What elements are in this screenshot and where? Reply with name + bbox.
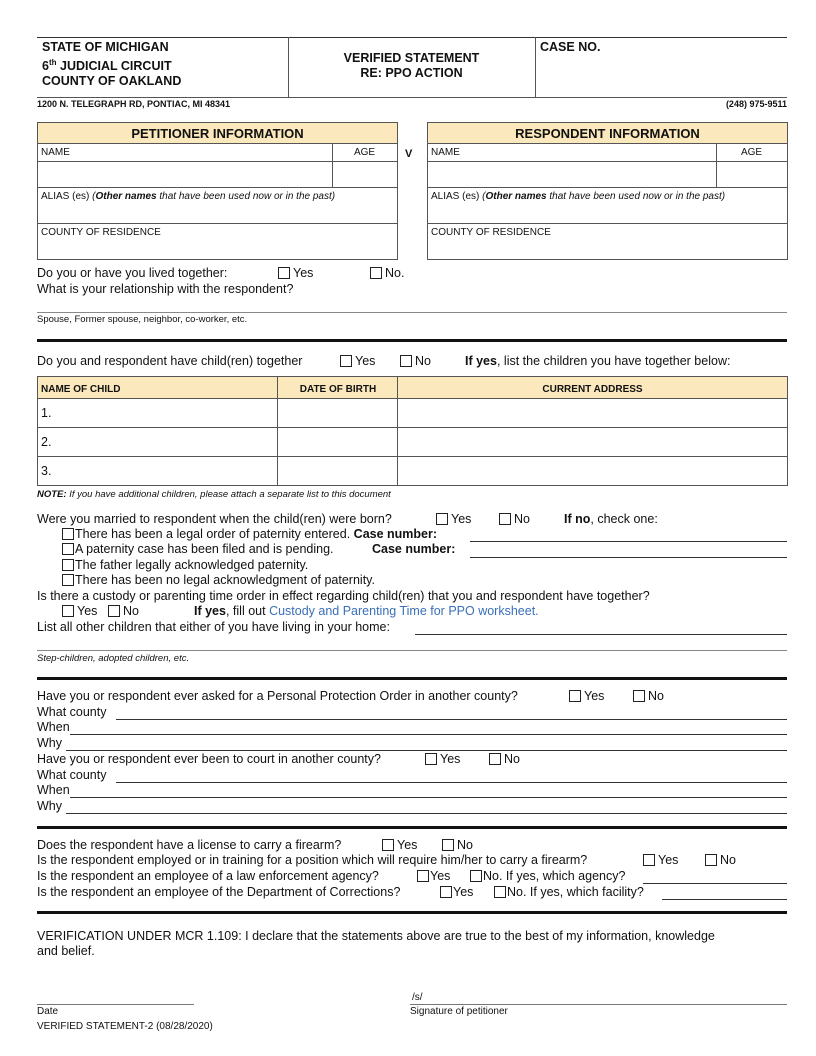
checkbox-icon	[62, 605, 74, 617]
custody-yes-checkbox[interactable]	[62, 604, 97, 618]
checkbox-icon	[643, 854, 655, 866]
checkbox-icon	[436, 513, 448, 525]
checkbox-icon	[417, 870, 429, 882]
circuit-num: 6	[42, 59, 49, 74]
circuit-suffix: th	[48, 58, 57, 67]
children-instruction	[465, 354, 730, 368]
verification-text-2: and belief.	[37, 944, 95, 958]
circuit-label: JUDICIAL CIRCUIT	[60, 59, 172, 74]
divider	[332, 144, 333, 187]
petitioner-name-field[interactable]	[40, 163, 330, 186]
custody-worksheet-link[interactable]: Custody and Parenting Time for PPO worksheet	[269, 604, 536, 618]
title: VERIFIED STATEMENT	[343, 51, 480, 65]
firearm-employment-no-checkbox[interactable]	[705, 853, 736, 867]
alias-text: ALIAS (es)	[431, 191, 480, 202]
paternity-option-3[interactable]	[62, 558, 308, 572]
if-no: If no	[564, 512, 591, 526]
paternity-option-1[interactable]	[62, 527, 437, 541]
respondent-name-field[interactable]	[430, 163, 714, 186]
note-text: If you have additional children, please attach a separate list to this document	[69, 489, 391, 500]
married-yes-checkbox[interactable]	[436, 512, 471, 526]
checkbox-icon	[440, 886, 452, 898]
case-number-field-1[interactable]	[470, 541, 787, 542]
other-children-field[interactable]	[415, 634, 787, 635]
court-why-field[interactable]	[66, 813, 787, 814]
children-question: Do you and respondent have child(ren) together	[37, 354, 303, 368]
name-label: NAME	[41, 147, 70, 158]
children-note	[37, 489, 391, 500]
custody-instruction	[194, 604, 539, 618]
petitioner-county-field[interactable]	[40, 239, 395, 257]
yes-label: Yes	[77, 604, 98, 618]
section-divider	[37, 911, 787, 914]
checkbox-icon	[62, 559, 74, 571]
row-number: 2.	[41, 435, 52, 449]
header-top-rule	[37, 37, 787, 38]
custody-no-checkbox[interactable]	[108, 604, 139, 618]
yes-label: Yes	[658, 853, 679, 867]
signature-label: Signature of petitioner	[410, 1006, 508, 1017]
other-children-hint: Step-children, adopted children, etc.	[37, 653, 190, 664]
option-label: There has been no legal acknowledgment of paternity.	[75, 573, 375, 587]
age-label: AGE	[353, 147, 376, 158]
when-label: When	[37, 720, 70, 734]
no-followup-label: No. If yes, which facility?	[507, 885, 644, 899]
checkbox-icon	[340, 355, 352, 367]
date-label: Date	[37, 1006, 59, 1017]
respondent-title: RESPONDENT INFORMATION	[428, 123, 787, 144]
divider	[716, 144, 717, 187]
checkbox-icon	[489, 753, 501, 765]
other-children-question: List all other children that either of you have living in your home:	[37, 620, 390, 634]
no-label: No	[648, 689, 664, 703]
note-label: NOTE:	[37, 489, 67, 500]
section-divider	[37, 826, 787, 829]
what-county-label: What county	[37, 768, 107, 782]
yes-label: Yes	[453, 885, 474, 899]
ppo-no-checkbox[interactable]	[633, 689, 664, 703]
row-number: 1.	[41, 406, 52, 420]
yes-label: Yes	[451, 512, 472, 526]
option-label: There has been a legal order of paternity entered.	[75, 527, 351, 541]
signature-field[interactable]	[410, 1004, 787, 1005]
checkbox-icon	[278, 267, 290, 279]
case-number-label: Case number:	[372, 542, 456, 556]
relationship-field[interactable]	[37, 296, 787, 312]
signature-value[interactable]: /s/	[412, 992, 423, 1003]
firearm-license-no-checkbox[interactable]	[442, 838, 473, 852]
court-phone: (248) 975-9511	[725, 99, 787, 109]
checkbox-icon	[442, 839, 454, 851]
checkbox-icon	[108, 605, 120, 617]
court-no-checkbox[interactable]	[489, 752, 520, 766]
if-yes: If yes	[194, 604, 226, 618]
law-enforcement-question: Is the respondent an employee of a law enforcement agency?	[37, 869, 379, 883]
section-divider	[37, 677, 787, 680]
name-label: NAME	[431, 147, 460, 158]
header-bottom-rule	[37, 97, 787, 98]
paternity-option-4[interactable]	[62, 573, 375, 587]
married-no-checkbox[interactable]	[499, 512, 530, 526]
respondent-box	[427, 122, 788, 260]
column-header: DATE OF BIRTH	[299, 384, 377, 395]
divider	[397, 377, 398, 485]
no-label: No	[720, 853, 736, 867]
petitioner-title: PETITIONER INFORMATION	[38, 123, 397, 144]
agency-field[interactable]	[643, 883, 787, 884]
form-footer: VERIFIED STATEMENT-2 (08/28/2020)	[37, 1021, 213, 1032]
paren: (	[92, 191, 96, 202]
court-yes-checkbox[interactable]	[425, 752, 460, 766]
no-label: No	[457, 838, 473, 852]
lived-together-question: Do you or have you lived together:	[37, 266, 228, 280]
corrections-yes-checkbox[interactable]	[440, 885, 473, 899]
form-title	[288, 51, 535, 81]
paternity-option-2[interactable]	[62, 542, 334, 556]
date-field[interactable]	[37, 1004, 194, 1005]
relationship-question: What is your relationship with the respondent?	[37, 282, 294, 296]
case-number-label: Case number:	[353, 527, 438, 541]
rule	[428, 161, 787, 162]
checkbox-icon	[633, 690, 645, 702]
petitioner-box	[37, 122, 398, 260]
children-table	[37, 376, 788, 486]
corrections-question: Is the respondent an employee of the Department of Corrections?	[37, 885, 401, 899]
checkbox-icon	[62, 574, 74, 586]
checkbox-icon	[705, 854, 717, 866]
lived-yes-checkbox[interactable]	[278, 266, 313, 280]
law-enforcement-yes-checkbox[interactable]	[417, 869, 450, 883]
checkbox-icon	[470, 870, 482, 882]
why-label: Why	[37, 799, 62, 813]
column-header: CURRENT ADDRESS	[542, 384, 643, 395]
divider	[277, 377, 278, 485]
county: COUNTY OF OAKLAND	[42, 74, 182, 89]
respondent-county-field[interactable]	[430, 239, 785, 257]
column-header: NAME OF CHILD	[41, 384, 121, 395]
checkbox-icon	[382, 839, 394, 851]
period: .	[535, 604, 539, 618]
option-label: A paternity case has been filed and is pending.	[75, 542, 334, 556]
respondent-age-field[interactable]	[718, 163, 784, 186]
alias-hint: that have been used now or in the past)	[549, 191, 726, 202]
instruction: , list the children you have together below:	[496, 354, 731, 368]
age-label: AGE	[740, 147, 763, 158]
ppo-yes-checkbox[interactable]	[569, 689, 604, 703]
rule	[38, 427, 787, 428]
respondent-alias-field[interactable]	[430, 203, 785, 221]
firearm-license-question: Does the respondent have a license to carry a firearm?	[37, 838, 342, 852]
checkbox-icon	[569, 690, 581, 702]
checkbox-icon	[370, 267, 382, 279]
custody-question: Is there a custody or parenting time order in effect regarding child(ren) that you and respondent have together?	[37, 589, 650, 603]
when-label: When	[37, 783, 70, 797]
firearm-license-yes-checkbox[interactable]	[382, 838, 417, 852]
ppo-other-county-question: Have you or respondent ever asked for a Personal Protection Order in another county?	[37, 689, 518, 703]
court-other-county-question: Have you or respondent ever been to court in another county?	[37, 752, 381, 766]
firearm-employment-yes-checkbox[interactable]	[643, 853, 678, 867]
case-number-field-2[interactable]	[470, 557, 787, 558]
petitioner-alias-field[interactable]	[40, 203, 395, 221]
ppo-county-field[interactable]	[116, 719, 787, 720]
row-number: 3.	[41, 464, 52, 478]
if-yes: If yes	[465, 354, 497, 368]
circuit	[42, 55, 181, 74]
instruction: , fill out	[225, 604, 266, 618]
checkbox-icon	[62, 528, 74, 540]
relationship-hint: Spouse, Former spouse, neighbor, co-worker, etc.	[37, 314, 248, 325]
case-no-label: CASE NO.	[540, 40, 601, 54]
court-name	[42, 40, 181, 89]
corrections-no-checkbox[interactable]	[494, 885, 644, 899]
children-yes-checkbox[interactable]	[340, 354, 375, 368]
alias-hint-bold: Other names	[485, 191, 547, 202]
if-no-instruction	[564, 512, 658, 526]
checkbox-icon	[499, 513, 511, 525]
no-label: No	[504, 752, 520, 766]
checkbox-icon	[494, 886, 506, 898]
yes-label: Yes	[440, 752, 461, 766]
court-when-field[interactable]	[70, 797, 787, 798]
checkbox-icon	[425, 753, 437, 765]
no-label: No	[514, 512, 530, 526]
yes-label: Yes	[397, 838, 418, 852]
subtitle: RE: PPO ACTION	[360, 66, 463, 80]
alias-hint: that have been used now or in the past)	[159, 191, 336, 202]
yes-label: Yes	[293, 266, 314, 280]
alias-text: ALIAS (es)	[41, 191, 90, 202]
verification-text: VERIFICATION UNDER MCR 1.109: I declare that the statements above are true to the best of my information, knowledge	[37, 929, 715, 943]
rule	[37, 312, 787, 313]
married-question: Were you married to respondent when the child(ren) were born?	[37, 512, 392, 526]
rule	[38, 456, 787, 457]
checkbox-icon	[400, 355, 412, 367]
no-label: No	[415, 354, 431, 368]
state: STATE OF MICHIGAN	[42, 40, 169, 54]
option-label: The father legally acknowledged paternity.	[75, 558, 309, 572]
children-no-checkbox[interactable]	[400, 354, 431, 368]
no-followup-label: No. If yes, which agency?	[483, 869, 626, 883]
alias-hint-bold: Other names	[95, 191, 157, 202]
firearm-employment-question: Is the respondent employed or in training for a position which will require him/her to carry a firearm?	[37, 853, 588, 867]
versus: V	[405, 148, 413, 160]
court-address: 1200 N. TELEGRAPH RD, PONTIAC, MI 48341	[37, 99, 231, 109]
checkbox-icon	[62, 543, 74, 555]
ppo-why-field[interactable]	[66, 750, 787, 751]
ppo-when-field[interactable]	[70, 734, 787, 735]
yes-label: Yes	[584, 689, 605, 703]
yes-label: Yes	[430, 869, 451, 883]
divider	[535, 37, 536, 97]
facility-field[interactable]	[662, 899, 787, 900]
no-label: No	[123, 604, 139, 618]
section-divider	[37, 339, 787, 342]
petitioner-age-field[interactable]	[334, 163, 394, 186]
paren: (	[482, 191, 486, 202]
no-label: No.	[385, 266, 405, 280]
law-enforcement-no-checkbox[interactable]	[470, 869, 625, 883]
other-children-field-2[interactable]	[37, 650, 787, 651]
instruction: , check one:	[590, 512, 658, 526]
yes-label: Yes	[355, 354, 376, 368]
court-county-field[interactable]	[116, 782, 787, 783]
lived-no-checkbox[interactable]	[370, 266, 404, 280]
county-label: COUNTY OF RESIDENCE	[431, 227, 551, 238]
why-label: Why	[37, 736, 62, 750]
county-label: COUNTY OF RESIDENCE	[41, 227, 161, 238]
rule	[38, 161, 397, 162]
what-county-label: What county	[37, 705, 107, 719]
